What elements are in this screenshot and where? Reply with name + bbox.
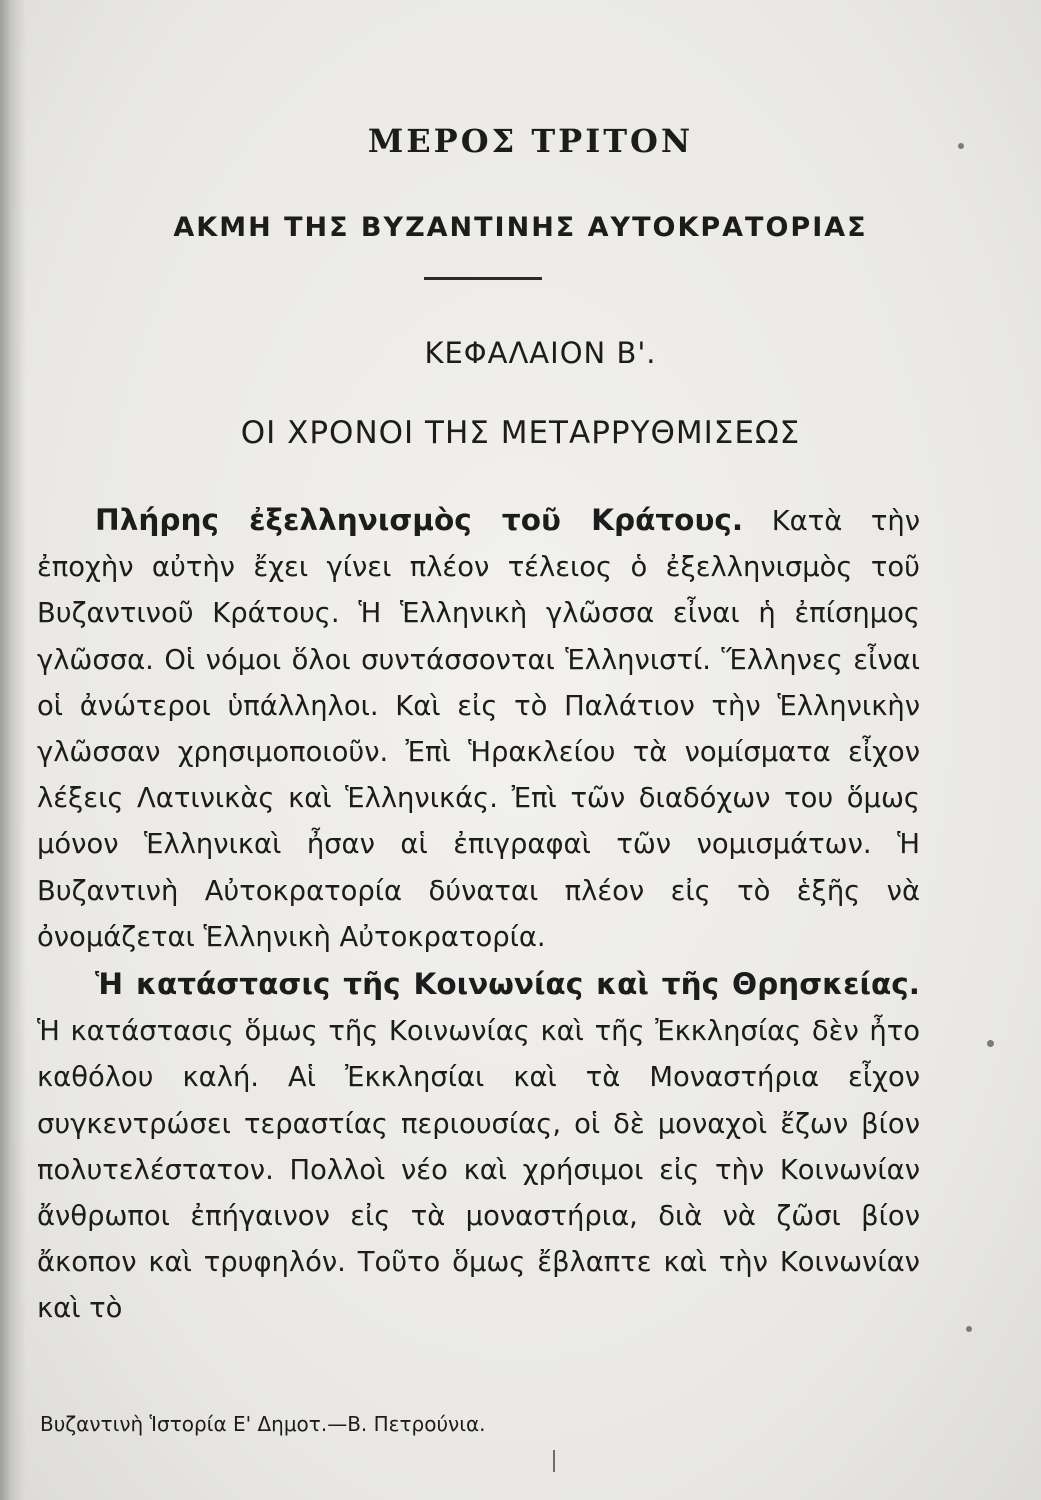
body-text	[37, 497, 920, 1333]
print-speck	[958, 143, 964, 149]
title-divider	[424, 277, 542, 280]
paragraph-text: Κατὰ τὴν ἐποχὴν αὐτὴν ἔχει γίνει πλέον τέλειος ὁ ἐξελληνισμὸς τοῦ Βυζαντινοῦ Κράτους. Ἡ Ἑλληνικὴ γλῶσσα εἶναι ἡ ἐπίσημος γλῶσσα. Οἱ νόμοι ὅλοι συντάσσονται Ἑλληνιστί. Ἕλληνες εἶναι οἱ ἀνώτεροι ὑπάλληλοι. Καὶ εἰς τὸ Παλάτιον τὴν Ἑλληνικὴν γλῶσσαν χρησιμοποιοῦν. Ἐπὶ Ἡρακλείου τὰ νομίσματα εἶχον λέξεις Λατινικὰς καὶ Ἑλληνικάς. Ἐπὶ τῶν διαδόχων του ὅμως μόνον Ἑλληνικαὶ ἦσαν αἱ ἐπιγραφαὶ τῶν νομισμάτων. Ἡ Βυζαντινὴ Αὐτοκρατορία δύναται πλέον εἰς τὸ ἑξῆς νὰ ὀνομάζεται Ἑλληνικὴ Αὐτοκρατορία.	[37, 506, 921, 953]
chapter-title: ΟΙ ΧΡΟΝΟΙ ΤΗΣ ΜΕΤΑΡΡΥΘΜΙΣΕΩΣ	[240, 415, 801, 451]
page-footer: Βυζαντινὴ Ἱστορία Ε' Δημοτ.—Β. Πετρούνια.	[40, 1412, 486, 1436]
paragraph-heading: Ἡ κατάστασις τῆς Κοινωνίας καὶ τῆς Θρησκείας.	[95, 967, 920, 1002]
part-title: ΜΕΡΟΣ ΤΡΙΤΟΝ	[367, 122, 694, 160]
paragraph	[37, 497, 920, 961]
paragraph-heading: Πλήρης ἐξελληνισμὸς τοῦ Κράτους.	[95, 503, 744, 537]
chapter-number: ΚΕΦΑΛΑΙΟΝ Β'.	[424, 336, 657, 370]
paragraph-text: Ἡ κατάστασις ὅμως τῆς Κοινωνίας καὶ τῆς Ἐκκλησίας δὲν ἦτο καθόλου καλή. Αἱ Ἐκκλησίαι καὶ τὰ Μοναστήρια εἶχον συγκεντρώσει τεραστίας περιουσίας, οἱ δὲ μοναχοὶ ἔζων βίον πολυτελέστατον. Πολλοὶ νέο καὶ χρήσιμοι εἰς τὴν Κοινωνίαν ἄνθρωποι ἐπήγαινον εἰς τὰ μοναστήρια, διὰ νὰ ζῶσι βίον ἄκοπον καὶ τρυφηλόν. Τοῦτο ὅμως ἔβλαπτε καὶ τὴν Κοινωνίαν καὶ τὸ	[37, 1016, 920, 1325]
scratch-mark	[553, 1450, 555, 1472]
section-title: ΑΚΜΗ ΤΗΣ ΒΥΖΑΝΤΙΝΗΣ ΑΥΤΟΚΡΑΤΟΡΙΑΣ	[173, 212, 868, 243]
print-speck	[966, 1326, 972, 1332]
print-speck	[987, 1040, 994, 1047]
paragraph	[37, 961, 920, 1333]
